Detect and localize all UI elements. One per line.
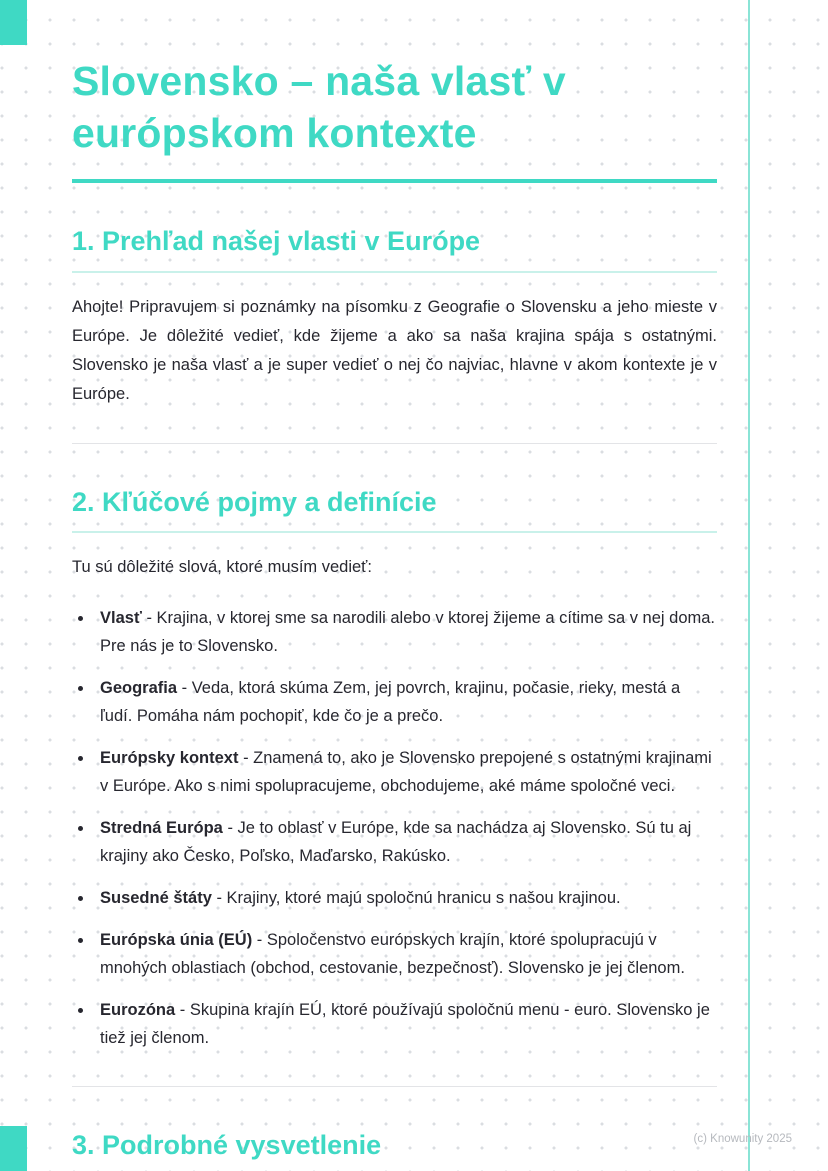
term-definition: - Znamená to, ako je Slovensko prepojené s ostatnými krajinami v Európe. Ako s nimi spolupracujeme, obchodujeme, aké máme spoločné veci. [100, 749, 712, 796]
term-item [94, 744, 717, 800]
term-label: Eurozóna [100, 1001, 176, 1020]
term-item [94, 674, 717, 730]
term-definition: - Je to oblasť v Európe, kde sa nachádza aj Slovensko. Sú tu aj krajiny ako Česko, Poľsko, Maďarsko, Rakúsko. [100, 819, 692, 866]
corner-accent-bottom-left [0, 1126, 27, 1171]
corner-accent-top-left [0, 0, 27, 45]
section-2-intro: Tu sú dôležité slová, ktoré musím vedieť: [72, 558, 372, 577]
title-underline-rule [72, 179, 717, 183]
term-definition: - Skupina krajín EÚ, ktoré používajú spoločnú menu - euro. Slovensko je tiež jej členom. [100, 1001, 710, 1048]
term-item [94, 996, 717, 1052]
term-definition: - Krajiny, ktoré majú spoločnú hranicu s našou krajinou. [216, 889, 621, 908]
section-3-heading: 3. Podrobné vysvetlenie [72, 1129, 717, 1171]
section-1-paragraph: Ahojte! Pripravujem si poznámky na písomku z Geografie o Slovensku a jeho mieste v Európe. Je dôležité vedieť, kde žijeme a ako sa naša krajina spája s ostatnými. Slovensko je naša vlasť a je super vedieť o nej čo najviac, hlavne v akom kontexte je v Európe. [72, 297, 717, 403]
term-item [94, 814, 717, 870]
term-label: Vlasť [100, 609, 142, 628]
term-item [94, 926, 717, 982]
term-item [94, 884, 717, 912]
section-1-heading: 1. Prehľad našej vlasti v Európe [72, 225, 717, 272]
notebook-margin-line [748, 0, 750, 1171]
term-definition: - Veda, ktorá skúma Zem, jej povrch, krajinu, počasie, rieky, mestá a ľudí. Pomáha nám pochopiť, kde čo je a prečo. [100, 679, 681, 726]
section-2-heading: 2. Kľúčové pojmy a definície [72, 486, 717, 533]
section-explanation [72, 1129, 717, 1171]
page-title: Slovensko – naša vlasť v európskom kontexte [72, 58, 566, 156]
term-label: Európsky kontext [100, 749, 239, 768]
term-label: Geografia [100, 679, 178, 698]
term-label: Európska únia (EÚ) [100, 931, 253, 950]
term-definition: - Spoločenstvo európskych krajín, ktoré spolupracujú v mnohých oblastiach (obchod, cestovanie, bezpečnosť). Slovensko je jej členom. [100, 931, 685, 978]
term-label: Stredná Európa [100, 819, 223, 838]
section-overview [72, 225, 717, 408]
term-definition: - Krajina, v ktorej sme sa narodili alebo v ktorej žijeme a cítime sa v nej doma. Pre nás je to Slovensko. [100, 609, 716, 656]
terms-list [72, 604, 717, 1052]
footer-watermark: (c) Knowunity 2025 [693, 1133, 792, 1145]
section-divider-2 [72, 1086, 717, 1087]
term-label: Susedné štáty [100, 889, 212, 908]
section-divider-1 [72, 443, 717, 444]
term-item [94, 604, 717, 660]
content-column [72, 56, 717, 1171]
section-key-terms [72, 486, 717, 1052]
